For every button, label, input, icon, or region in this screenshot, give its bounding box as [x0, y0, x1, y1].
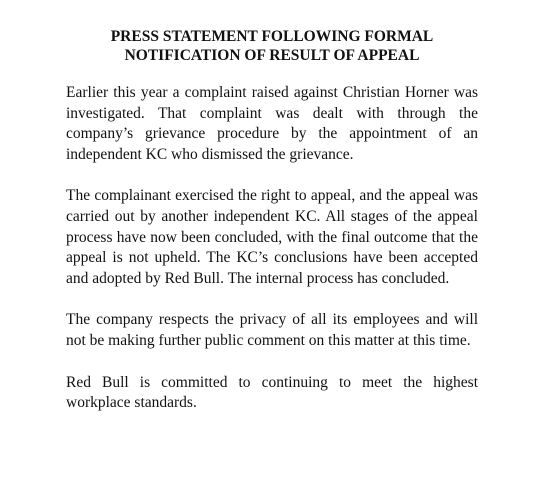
title-line-1: PRESS STATEMENT FOLLOWING FORMAL	[110, 28, 434, 45]
paragraph-privacy: The company respects the privacy of all its employees and will not be making further public comment on this matter at this time.	[66, 311, 478, 349]
document-title	[54, 27, 490, 65]
press-statement-document	[66, 27, 478, 435]
paragraph-complaint: Earlier this year a complaint raised against Christian Horner was investigated. That complaint was dealt with through the company’s grievance procedure by the appointment of an independent KC who dismissed the grievance.	[66, 84, 478, 163]
title-line-2: NOTIFICATION OF RESULT OF APPEAL	[124, 47, 420, 64]
paragraph-appeal: The complainant exercised the right to appeal, and the appeal was carried out by another independent KC. All stages of the appeal process have now been concluded, with the final outcome that the appeal is not upheld. The KC’s conclusions have been accepted and adopted by Red Bull. The internal process has concluded.	[66, 187, 478, 287]
paragraph-standards: Red Bull is committed to continuing to meet the highest workplace standards.	[66, 373, 478, 412]
